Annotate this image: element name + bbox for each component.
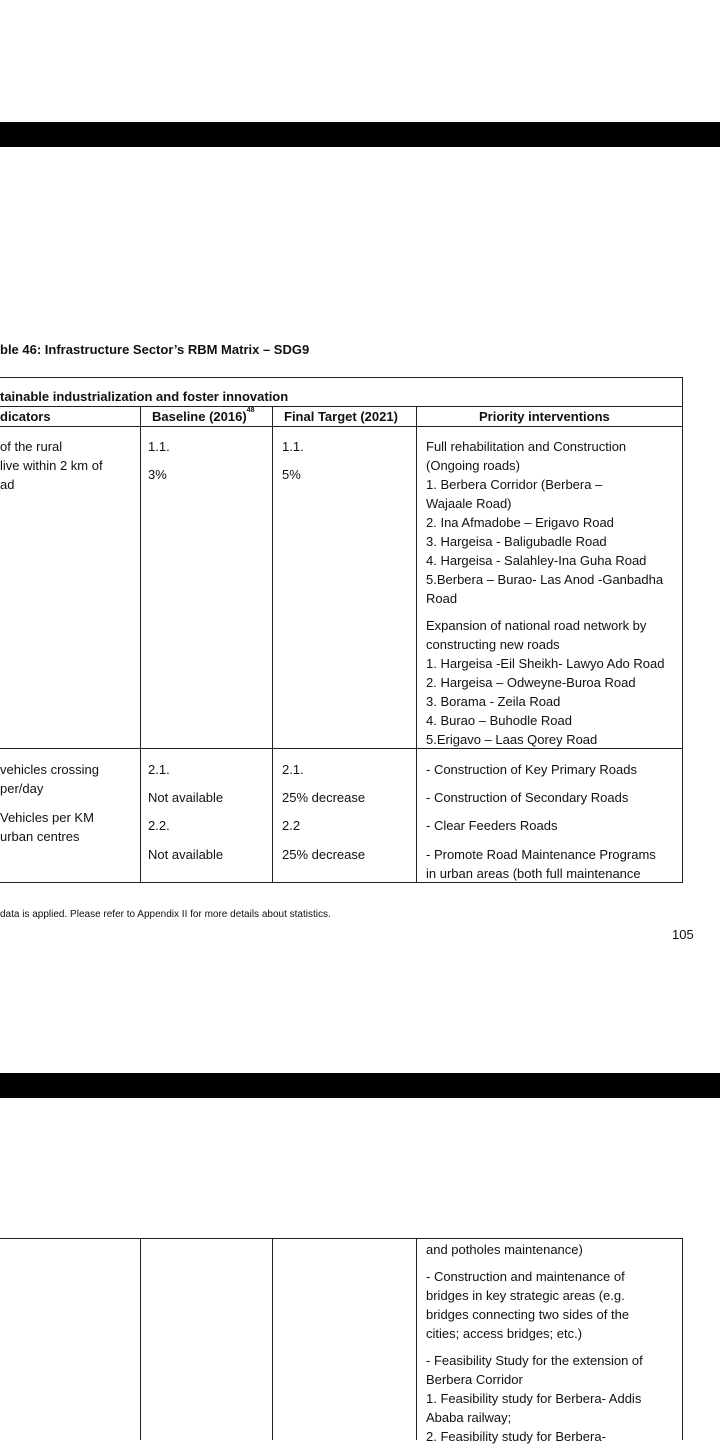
row2-priority-item: - Construction of Key Primary Roads <box>426 762 637 777</box>
row1-target-id: 1.1. <box>282 439 304 454</box>
row1-baseline-id: 1.1. <box>148 439 170 454</box>
column-header-indicators: dicators <box>0 409 51 424</box>
row2-baseline-id-b: 2.2. <box>148 818 170 833</box>
column-header-baseline <box>152 409 254 424</box>
row2-priority-item: - Clear Feeders Roads <box>426 818 558 833</box>
row2-target-id-b: 2.2 <box>282 818 301 833</box>
page-separator-bottom <box>0 1073 720 1098</box>
footnote-ref: 48 <box>246 407 255 414</box>
column-header-final-target: Final Target (2021) <box>284 409 398 424</box>
row1-priority: Full rehabilitation and Construction (Ongoing roads) 1. Berbera Corridor (Berbera – Wajaale Road) 2. Ina Afmadobe – Erigavo Road 3. Hargeisa - Baligubadle Road 4. Hargeisa - Salahley-Ina Guha Road 5.Berbera – Burao- Las Anod -Ganbadha Road Expansion of national road network by constructing new roads 1. Hargeisa -Eil Sheikh- Lawyo Ado Road 2. Hargeisa – Odweyne-Buroa Road 3. Borama - Zeila Road 4. Burao – Buhodle Road 5.Erigavo – Laas Qorey Road <box>426 439 665 747</box>
row2-baseline-id-a: 2.1. <box>148 762 170 777</box>
row2-priority-item: - Construction of Secondary Roads <box>426 790 629 805</box>
row1-indicator: of the rural live within 2 km of ad <box>0 439 103 492</box>
row2-baseline-value-a: Not available <box>148 790 224 805</box>
row2-indicator-b: Vehicles per KM urban centres <box>0 810 94 844</box>
table-caption: ble 46: Infrastructure Sector’s RBM Matrix – SDG9 <box>0 342 310 357</box>
row2-target-value-b: 25% decrease <box>282 847 366 862</box>
row2-target-value-a: 25% decrease <box>282 790 366 805</box>
page-number: 105 <box>672 927 694 942</box>
row1-target-value: 5% <box>282 467 301 482</box>
column-header-priority: Priority interventions <box>479 409 610 424</box>
column-header-baseline-label: Baseline (2016) <box>152 409 247 424</box>
goal-header: tainable industrialization and foster innovation <box>0 389 289 404</box>
row2-priority-item: in urban areas (both full maintenance <box>426 866 641 881</box>
row1-baseline-value: 3% <box>148 467 167 482</box>
row2-target-id-a: 2.1. <box>282 762 304 777</box>
footnote: data is applied. Please refer to Appendix II for more details about statistics. <box>0 909 331 920</box>
row2-priority-item: - Promote Road Maintenance Programs <box>426 847 656 862</box>
row2-indicator-a: vehicles crossing per/day <box>0 762 99 796</box>
row2-baseline-value-b: Not available <box>148 847 224 862</box>
page-separator-top <box>0 122 720 147</box>
continuation-priority: and potholes maintenance) - Construction and maintenance of bridges in key strategic areas (e.g. bridges connecting two sides of the cities; access bridges; etc.) - Feasibility Study for the extension of Berbera Corridor 1. Feasibility study for Berbera- Addis Ababa railway; 2. Feasibility study for Berbera- <box>426 1242 643 1444</box>
